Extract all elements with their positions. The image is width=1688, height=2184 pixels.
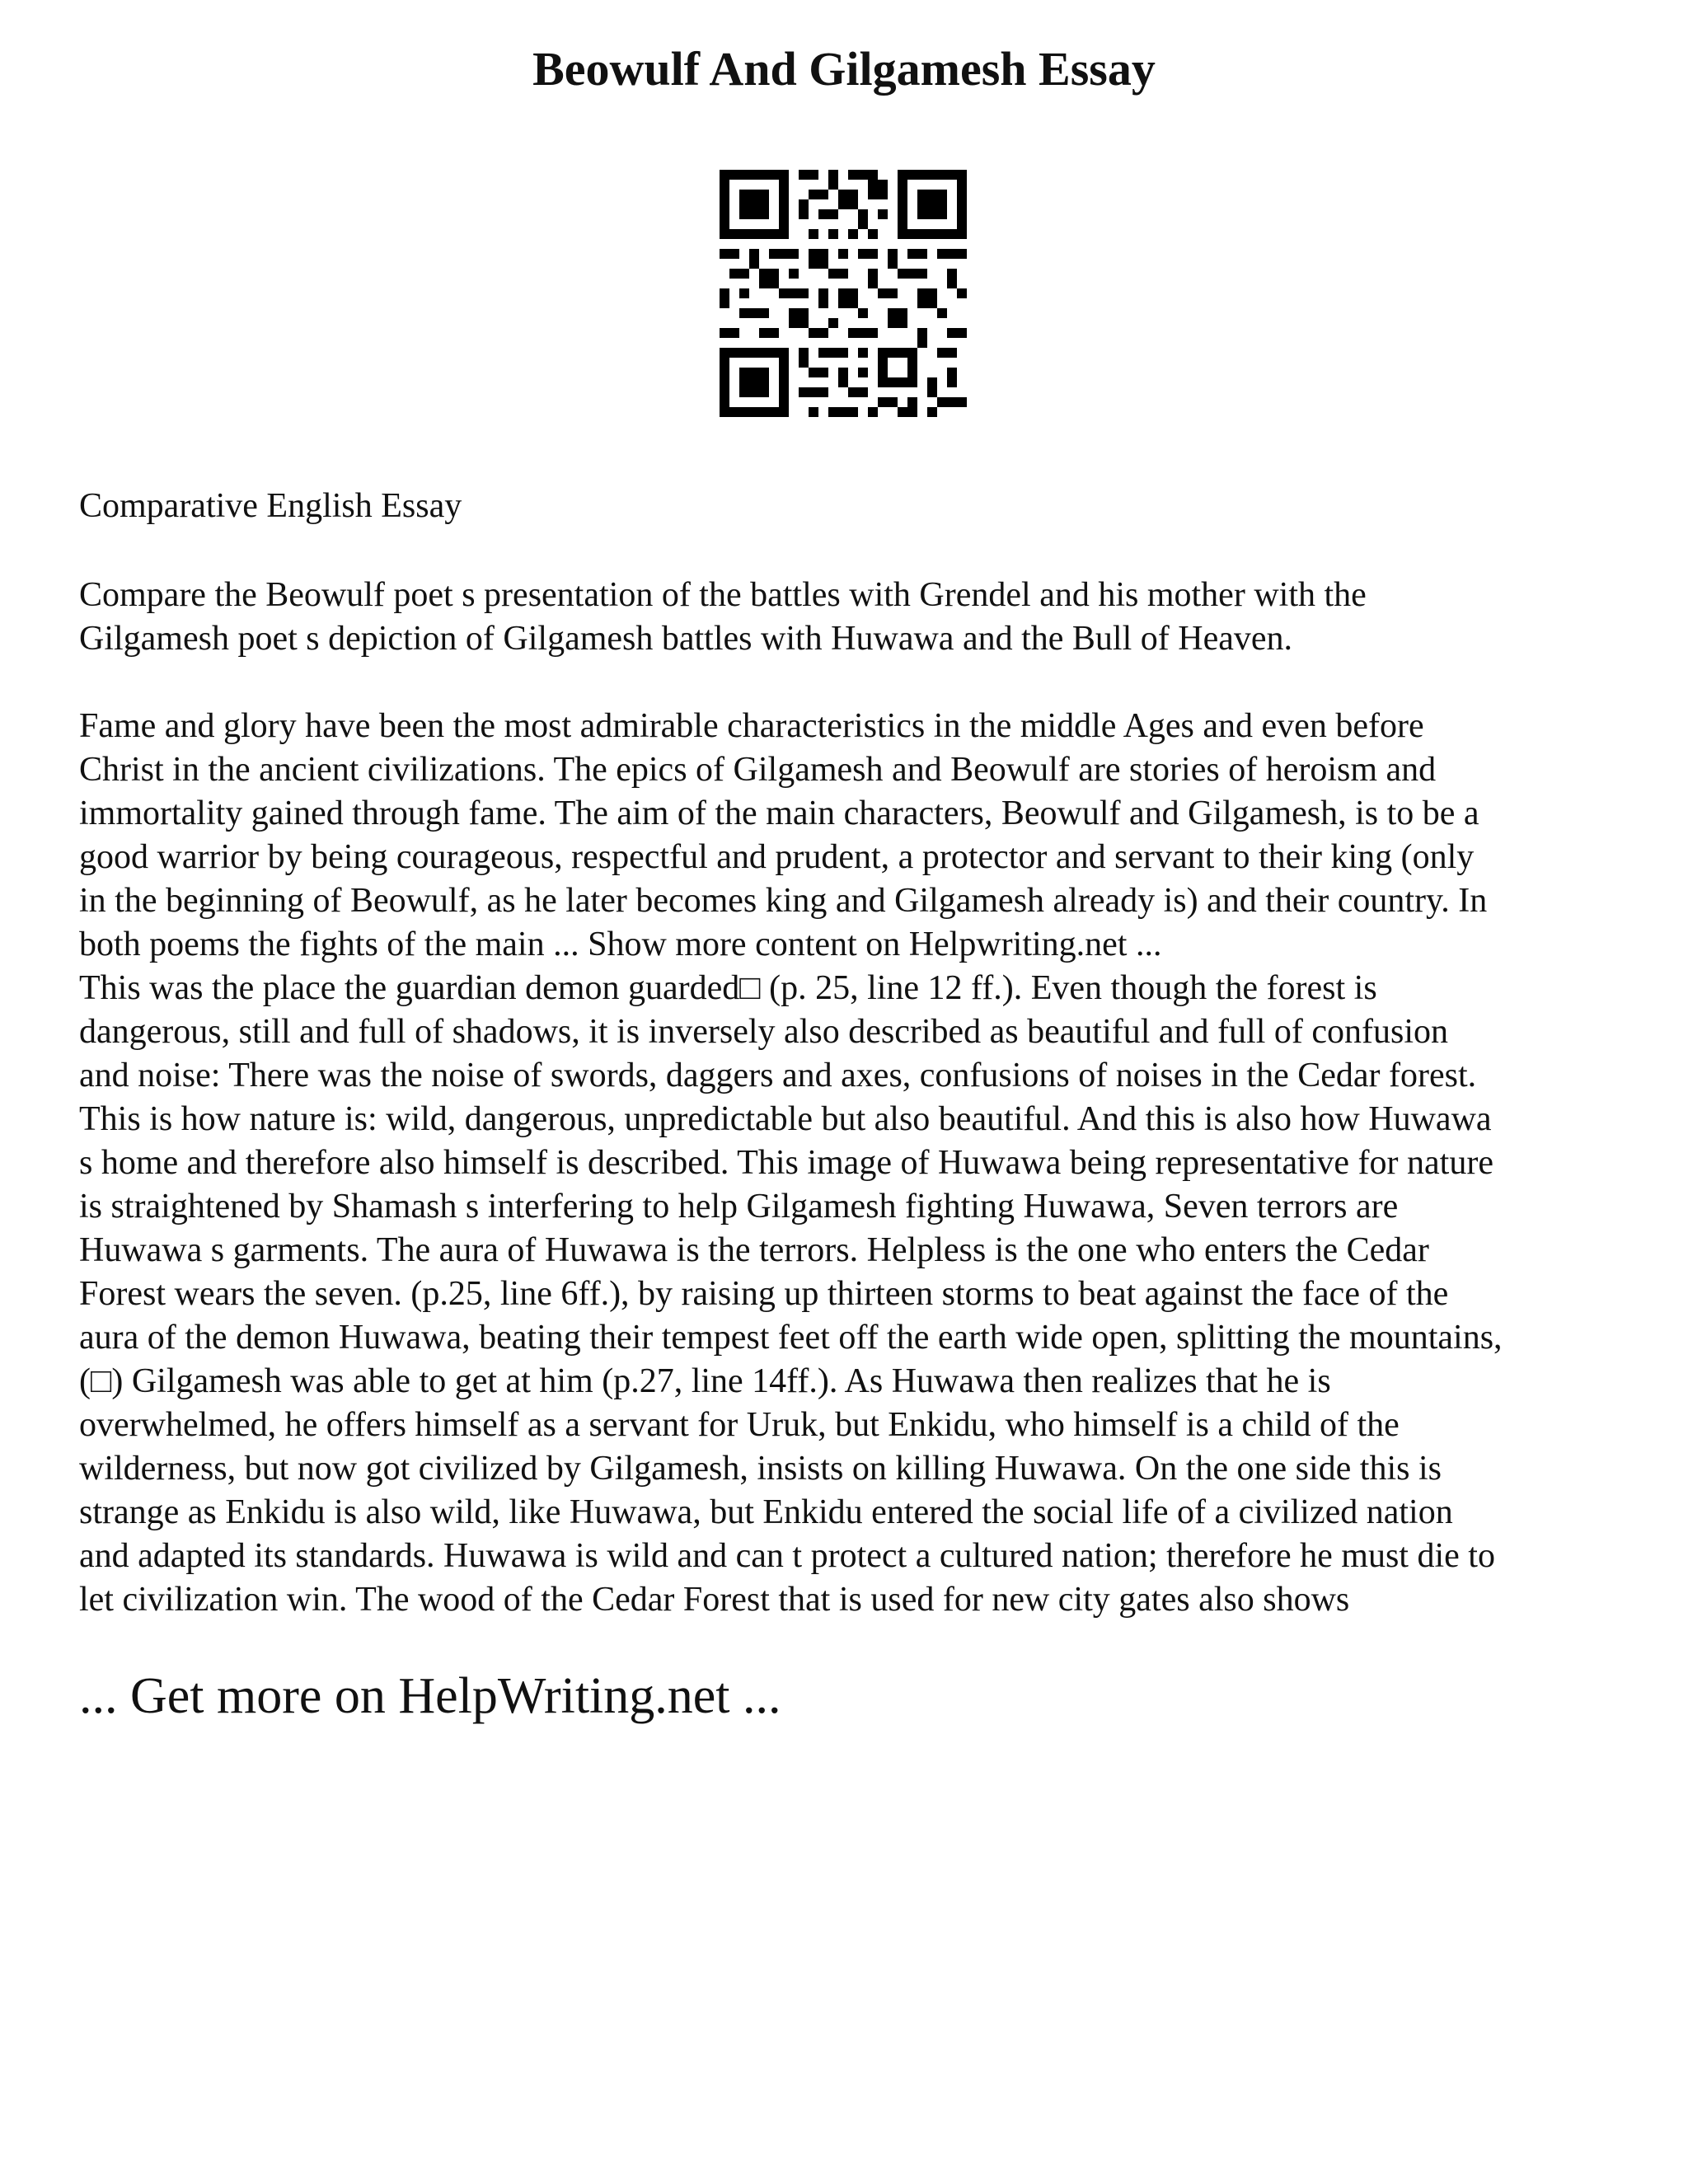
- body-line: This was the place the guardian demon guarded□ (p. 25, line 12 ff.). Even though the forest is: [79, 969, 1377, 1007]
- essay-subtitle: Comparative English Essay: [79, 487, 462, 525]
- body-line: overwhelmed, he offers himself as a servant for Uruk, but Enkidu, who himself is a child of the: [79, 1406, 1400, 1444]
- body-line: is straightened by Shamash s interfering to help Gilgamesh fighting Huwawa, Seven terrors are: [79, 1188, 1399, 1226]
- get-more-link[interactable]: ... Get more on HelpWriting.net ...: [79, 1668, 781, 1724]
- body-line: Christ in the ancient civilizations. The epics of Gilgamesh and Beowulf are stories of heroism and: [79, 751, 1437, 789]
- body-line: good warrior by being courageous, respectful and prudent, a protector and servant to their king (only: [79, 838, 1475, 876]
- page-title: Beowulf And Gilgamesh Essay: [532, 42, 1156, 96]
- body-line: let civilization win. The wood of the Cedar Forest that is used for new city gates also shows: [79, 1581, 1350, 1619]
- body-line: and noise: There was the noise of swords, daggers and axes, confusions of noises in the Cedar forest.: [79, 1057, 1477, 1094]
- body-line: strange as Enkidu is also wild, like Huwawa, but Enkidu entered the social life of a civilized nation: [79, 1493, 1453, 1531]
- body-line: in the beginning of Beowulf, as he later becomes king and Gilgamesh already is) and their country. In: [79, 882, 1488, 920]
- body-line: dangerous, still and full of shadows, it is inversely also described as beautiful and full of confusion: [79, 1013, 1448, 1051]
- body-line: This is how nature is: wild, dangerous, unpredictable but also beautiful. And this is also how Huwawa: [79, 1100, 1492, 1138]
- body-line: both poems the fights of the main ... Show more content on Helpwriting.net ...: [79, 926, 1162, 963]
- question-line: Gilgamesh poet s depiction of Gilgamesh battles with Huwawa and the Bull of Heaven.: [79, 620, 1292, 658]
- body-line: Huwawa s garments. The aura of Huwawa is the terrors. Helpless is the one who enters the Cedar: [79, 1231, 1429, 1269]
- body-line: Forest wears the seven. (p.25, line 6ff.), by raising up thirteen storms to beat against the face of the: [79, 1275, 1449, 1313]
- body-line: Fame and glory have been the most admirable characteristics in the middle Ages and even before: [79, 707, 1424, 745]
- question-line: Compare the Beowulf poet s presentation of the battles with Grendel and his mother with the: [79, 576, 1367, 614]
- body-line: (□) Gilgamesh was able to get at him (p.27, line 14ff.). As Huwawa then realizes that he is: [79, 1362, 1331, 1400]
- essay-question: [79, 574, 1629, 661]
- body-line: aura of the demon Huwawa, beating their tempest feet off the earth wide open, splitting the mountains,: [79, 1319, 1503, 1357]
- body-line: s home and therefore also himself is described. This image of Huwawa being representative for nature: [79, 1144, 1493, 1182]
- qr-code-graphic: [720, 170, 967, 417]
- essay-body: [79, 705, 1629, 1622]
- qr-code-icon: [720, 170, 967, 417]
- body-line: wilderness, but now got civilized by Gilgamesh, insists on killing Huwawa. On the one side this is: [79, 1450, 1442, 1488]
- body-line: immortality gained through fame. The aim of the main characters, Beowulf and Gilgamesh, is to be a: [79, 794, 1479, 832]
- body-line: and adapted its standards. Huwawa is wild and can t protect a cultured nation; therefore he must die to: [79, 1537, 1495, 1575]
